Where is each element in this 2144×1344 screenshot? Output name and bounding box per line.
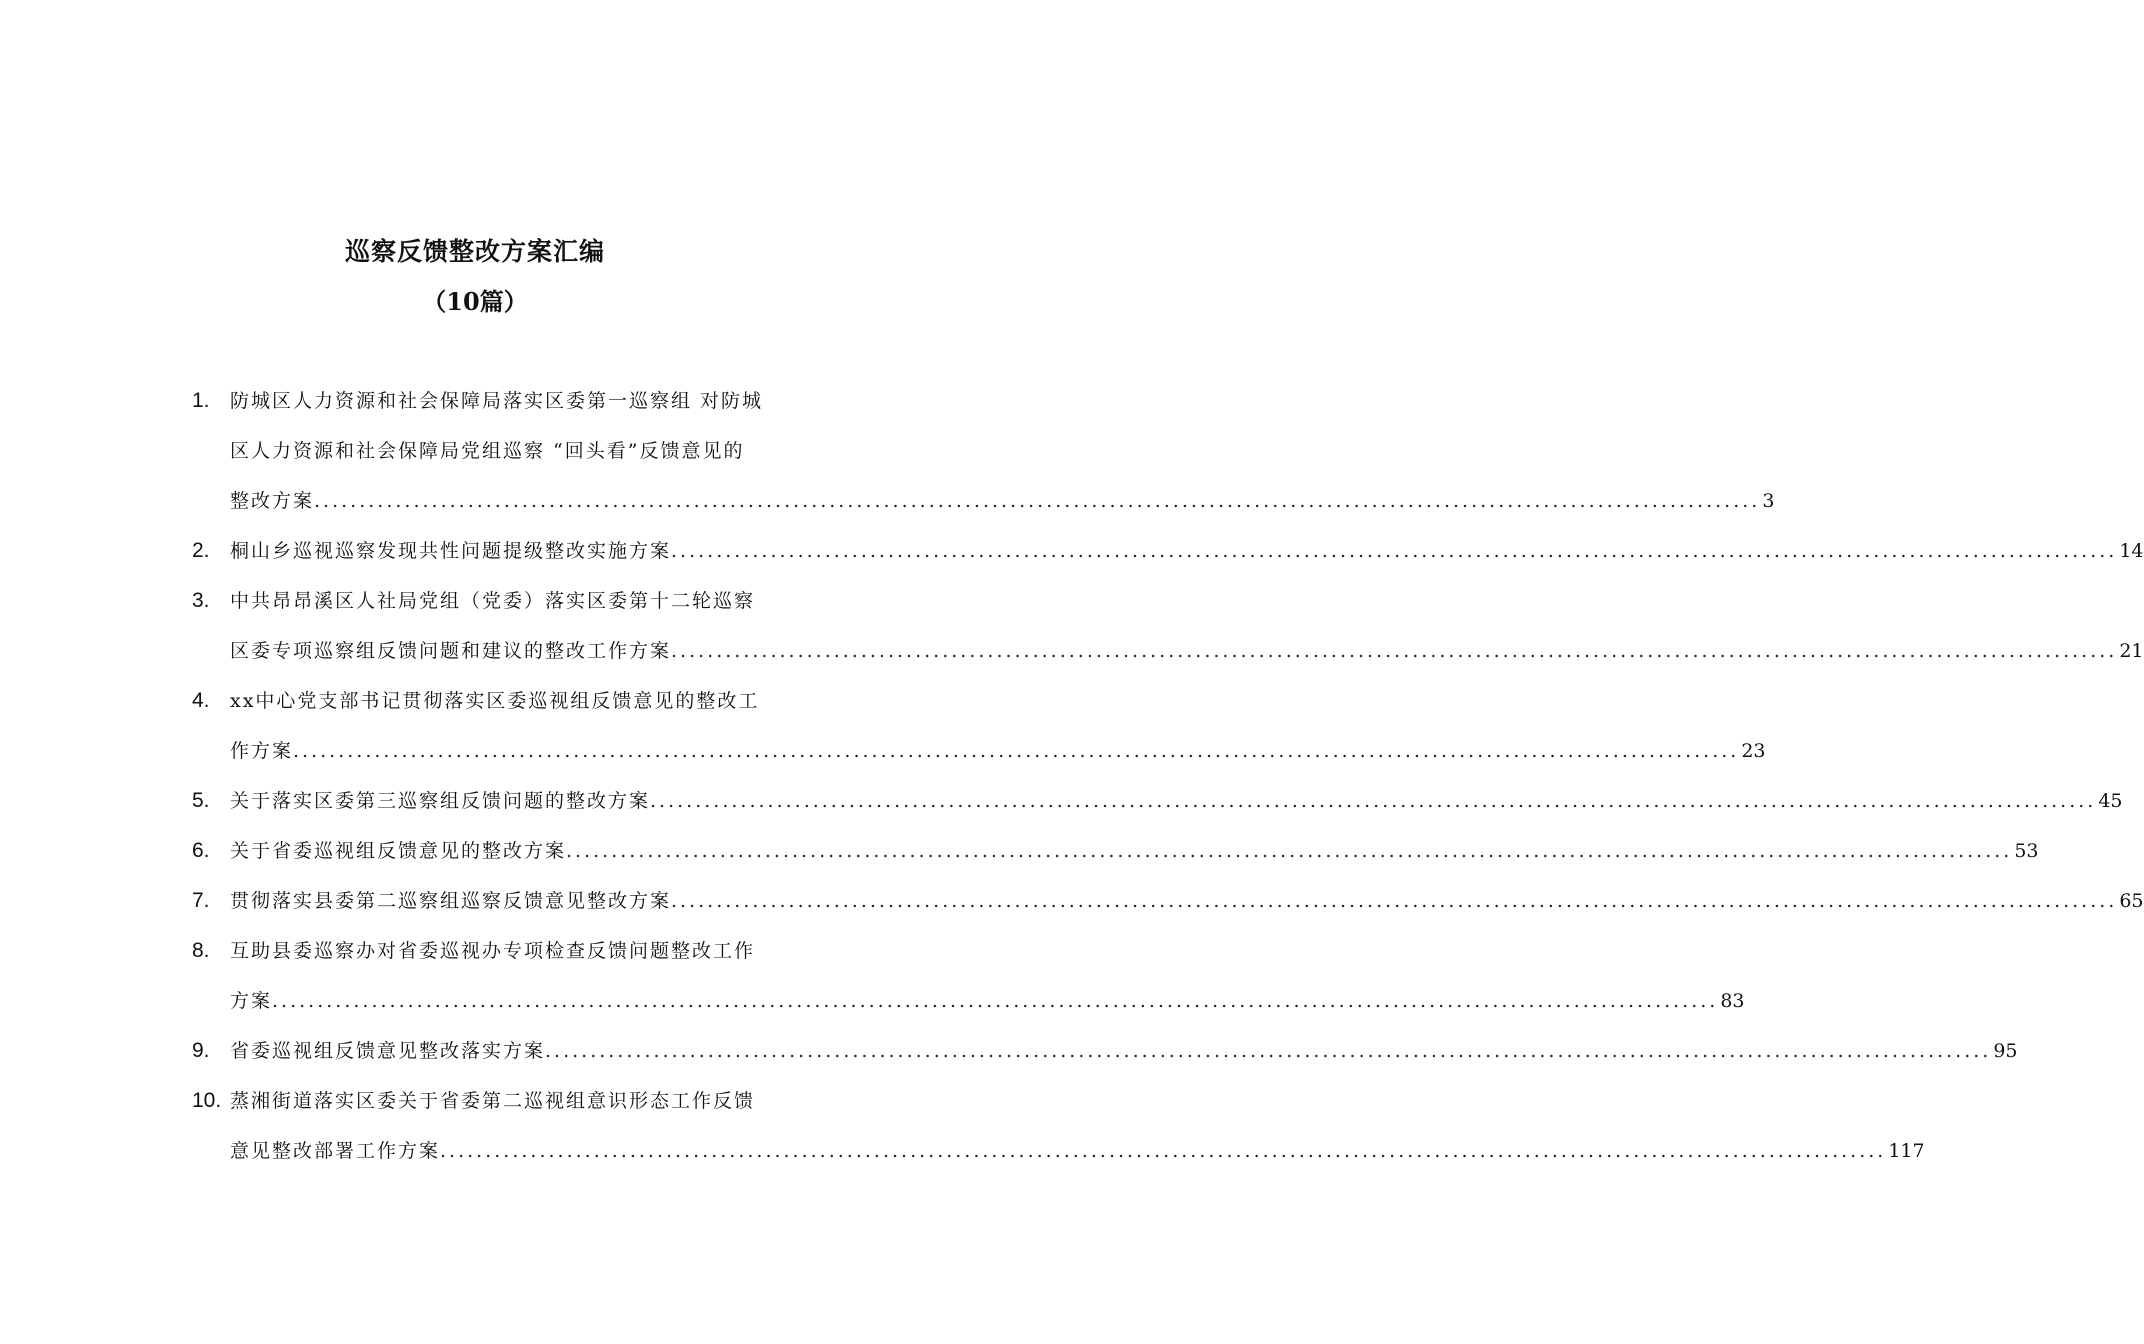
- toc-entry-text: 贯彻落实县委第二巡察组巡察反馈意见整改方案: [230, 890, 672, 912]
- toc-entry-last-line: [230, 726, 1766, 776]
- toc-page-number: 53: [2014, 840, 2039, 862]
- toc-entry[interactable]: [192, 526, 2144, 576]
- toc-entry-last-line: [230, 476, 1775, 526]
- toc-entry-text: 蒸湘街道落实区委关于省委第二巡视组意识形态工作反馈: [230, 1090, 756, 1112]
- toc-entry-text: 省委巡视组反馈意见整改落实方案: [230, 1040, 546, 1062]
- toc-entry-number: 10.: [192, 1089, 222, 1112]
- toc-entry-text: 作方案: [230, 740, 294, 762]
- toc-entry-number: 4.: [192, 689, 210, 712]
- dot-leader: [650, 776, 2096, 826]
- toc-entry-text: 防城区人力资源和社会保障局落实区委第一巡察组 对防城: [230, 390, 764, 412]
- toc-entry-number: 5.: [192, 789, 210, 812]
- toc-page-number: 3: [1762, 490, 1775, 512]
- toc-entry-text: 区人力资源和社会保障局党组巡察 “回头看”反馈意见的: [230, 440, 745, 462]
- toc-entry-number: 3.: [192, 589, 210, 612]
- toc-entry[interactable]: [192, 826, 2039, 876]
- toc-entry-line: [230, 1076, 807, 1126]
- toc-entry-text: 整改方案: [230, 490, 315, 512]
- toc-entry-text: 桐山乡巡视巡察发现共性问题提级整改实施方案: [230, 540, 672, 562]
- toc-entry-number: 6.: [192, 839, 210, 862]
- toc-entry-text: 关于落实区委第三巡察组反馈问题的整改方案: [230, 790, 651, 812]
- toc-entry-number: 7.: [192, 889, 210, 912]
- toc-entry[interactable]: [192, 876, 2144, 926]
- dot-leader: [566, 826, 2012, 876]
- toc-entry-last-line: [230, 876, 2144, 926]
- dot-leader: [293, 726, 1739, 776]
- dot-leader: [272, 976, 1718, 1026]
- toc-entry-last-line: [230, 1026, 2018, 1076]
- table-of-contents: [192, 376, 2144, 1176]
- toc-entry-last-line: [230, 776, 2123, 826]
- dot-leader: [440, 1126, 1886, 1176]
- toc-entry-text: 中共昂昂溪区人社局党组（党委）落实区委第十二轮巡察: [230, 590, 756, 612]
- toc-page-number: 95: [1993, 1040, 2018, 1062]
- toc-entry[interactable]: [192, 376, 1775, 526]
- toc-entry-line: [230, 376, 807, 426]
- toc-page-number: 45: [2098, 790, 2123, 812]
- toc-entry-number: 9.: [192, 1039, 210, 1062]
- toc-entry-text: xx中心党支部书记贯彻落实区委巡视组反馈意见的整改工: [230, 690, 760, 712]
- toc-page-number: 83: [1720, 990, 1745, 1012]
- toc-entry-line: [230, 426, 807, 476]
- toc-entry[interactable]: [192, 1026, 2018, 1076]
- document-title: 巡察反馈整改方案汇编: [344, 237, 605, 266]
- toc-entry[interactable]: [192, 776, 2123, 826]
- dot-leader: [671, 876, 2117, 926]
- toc-entry-last-line: [230, 1126, 1925, 1176]
- toc-entry-line: [230, 676, 807, 726]
- toc-entry[interactable]: [192, 576, 2144, 676]
- toc-entry-last-line: [230, 526, 2144, 576]
- toc-entry-text: 互助县委巡察办对省委巡视办专项检查反馈问题整改工作: [230, 940, 756, 962]
- document-subtitle: （10篇）: [422, 287, 528, 316]
- toc-page-number: 21: [2119, 640, 2144, 662]
- toc-page-number: 23: [1741, 740, 1766, 762]
- toc-entry-line: [230, 576, 807, 626]
- toc-entry-text: 意见整改部署工作方案: [230, 1140, 441, 1162]
- toc-entry-number: 2.: [192, 539, 210, 562]
- dot-leader: [545, 1026, 1991, 1076]
- toc-page-number: 14: [2119, 540, 2144, 562]
- toc-entry[interactable]: [192, 676, 1766, 776]
- dot-leader: [671, 626, 2117, 676]
- toc-entry-line: [230, 926, 807, 976]
- toc-entry-text: 方案: [230, 990, 273, 1012]
- toc-entry[interactable]: [192, 926, 1745, 1026]
- dot-leader: [314, 476, 1760, 526]
- toc-entry-last-line: [230, 626, 2144, 676]
- dot-leader: [671, 526, 2117, 576]
- toc-page-number: 117: [1888, 1140, 1925, 1162]
- toc-page-number: 65: [2119, 890, 2144, 912]
- toc-entry[interactable]: [192, 1076, 1925, 1176]
- toc-entry-number: 8.: [192, 939, 210, 962]
- toc-entry-text: 区委专项巡察组反馈问题和建议的整改工作方案: [230, 640, 672, 662]
- toc-entry-text: 关于省委巡视组反馈意见的整改方案: [230, 840, 567, 862]
- toc-entry-number: 1.: [192, 389, 210, 412]
- toc-entry-last-line: [230, 976, 1745, 1026]
- toc-entry-last-line: [230, 826, 2039, 876]
